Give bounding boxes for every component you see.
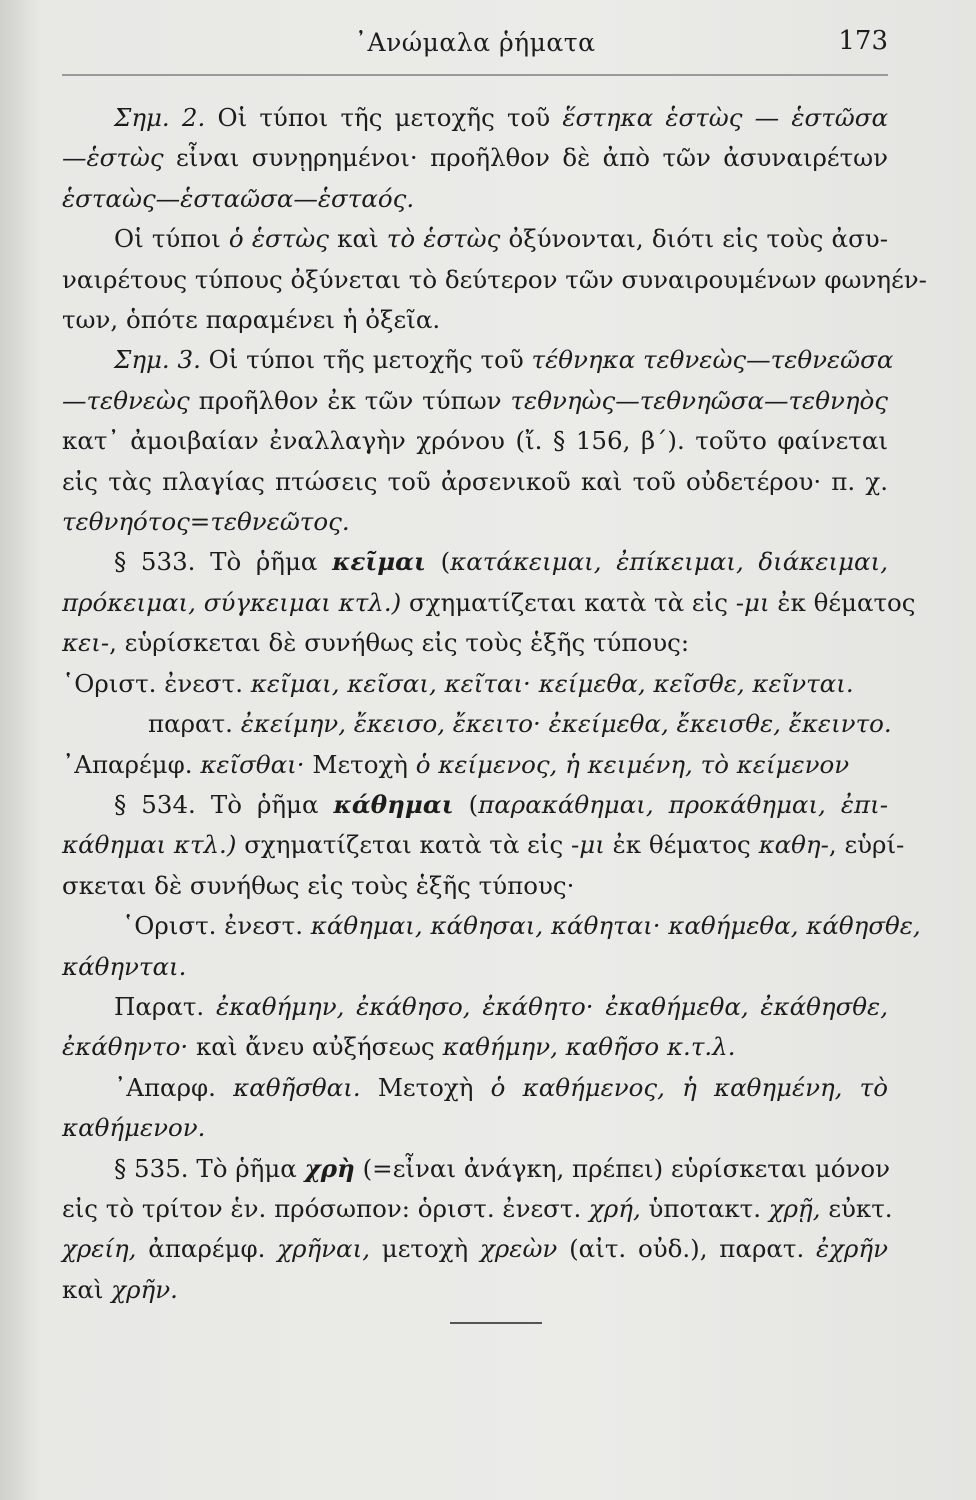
text-run: (: [453, 789, 479, 819]
text-line: [62, 98, 888, 138]
text-run: (: [425, 547, 451, 577]
text-run: ὁ κείμενος, ἡ κειμένη, τὸ κείμενον: [415, 749, 850, 779]
text-run: Σημ. 2.: [114, 103, 206, 132]
text-line: [62, 664, 888, 704]
text-run: μι: [579, 830, 605, 860]
text-run: μι: [744, 587, 770, 617]
text-run: εἶναι συνῃρημένοι· προῆλθον δὲ ἀπὸ τῶν ἀσυναιρέτων: [163, 143, 888, 173]
text-run: (=εἶναι ἀνάγκη, πρέπει) εὑρίσκεται μόνον: [354, 1153, 890, 1183]
text-run: καθήμην, καθῆσο κ.τ.λ.: [442, 1032, 736, 1062]
text-run: καθῆσθαι.: [233, 1072, 361, 1102]
header-rule: [62, 74, 888, 76]
text-run: ᾿Απαρφ.: [114, 1072, 234, 1102]
text-run: εἰς τὰς πλαγίας πτώσεις τοῦ ἀρσενικοῦ καὶ τοῦ οὐδετέρου· π. χ.: [62, 466, 888, 496]
text-line: [62, 987, 888, 1027]
text-line: [62, 866, 888, 906]
text-run: χρῆναι,: [277, 1234, 370, 1264]
text-run: παρακάθημαι, προκάθημαι, ἐπι-: [478, 789, 888, 819]
text-run: τὸ ἑστὼς: [386, 224, 501, 254]
text-body: [62, 98, 927, 1310]
running-head: ᾿Ανώμαλα ῥήματα: [354, 28, 596, 57]
page-header: [62, 22, 888, 62]
text-line: [62, 462, 888, 502]
text-run: κατ᾿ ἀμοιβαίαν ἐναλλαγὴν χρόνου (ἴ. § 156, β΄). τοῦτο φαίνεται: [62, 426, 888, 456]
text-run: ἀπαρέμφ.: [136, 1234, 278, 1264]
text-run: χρῇ,: [768, 1193, 821, 1223]
text-run: χρῆν.: [111, 1274, 178, 1304]
text-run: ὀξύνονται, διότι εἰς τοὺς ἀσυ-: [500, 224, 888, 254]
text-line: [62, 1189, 893, 1229]
text-run: § 535. Τὸ ῥῆμα: [114, 1153, 305, 1183]
text-run: Παρατ.: [114, 991, 216, 1021]
text-run: , εὑρίσκεται δὲ συνήθως εἰς τοὺς ἑξῆς τύπους:: [109, 628, 690, 658]
text-line: [62, 179, 888, 219]
page-number: 173: [838, 26, 888, 56]
text-line: [62, 825, 905, 865]
text-run: ῾Οριστ. ἐνεστ.: [122, 911, 311, 941]
text-run: παρατ.: [148, 709, 241, 739]
text-line: [62, 1068, 888, 1108]
text-run: καὶ ἄνευ αὐξήσεως: [188, 1032, 443, 1062]
text-run: Οἱ τύποι τῆς μετοχῆς τοῦ: [200, 345, 532, 375]
text-run: σχηματίζεται κατὰ τὰ εἰς -: [236, 830, 580, 860]
text-run: § 534. Τὸ ῥῆμα: [114, 789, 334, 819]
text-run: ᾿Απαρέμφ.: [62, 749, 201, 779]
text-run: ὑποτακτ.: [640, 1193, 769, 1223]
text-run: ἐκ θέματος: [769, 587, 916, 617]
text-run: ναιρέτους τύπους ὀξύνεται τὸ δεύτερον τῶν συναιρουμένων φωνηέν-: [62, 264, 927, 294]
text-run: ἐκαθήμην, ἐκάθησο, ἐκάθητο· ἐκαθήμεθα, ἐκάθησθε,: [215, 991, 888, 1021]
text-run: , εὑρί-: [828, 830, 905, 860]
text-run: ἐκ θέματος: [604, 830, 759, 860]
text-run: Οἱ τύποι τῆς μετοχῆς τοῦ: [205, 103, 563, 132]
text-run: προῆλθον ἐκ τῶν τύπων: [189, 385, 511, 415]
text-line: [62, 260, 927, 300]
text-run: ῾Οριστ. ἐνεστ.: [62, 668, 251, 698]
text-run: Σημ. 3.: [114, 345, 201, 375]
text-run: κάθημαι κτλ.): [62, 830, 237, 860]
text-line: [62, 1229, 888, 1269]
text-run: ὁ καθήμενος, ἡ καθημένη, τὸ: [490, 1072, 888, 1102]
text-run: κατάκειμαι, ἐπίκειμαι, διάκειμαι,: [450, 547, 888, 577]
text-run: των, ὁπότε παραμένει ἡ ὀξεῖα.: [62, 305, 441, 335]
text-run: κεῖσθαι·: [200, 749, 305, 779]
text-run: τέθνηκα τεθνεὼς—τεθνεῶσα: [531, 345, 894, 375]
text-run: Μετοχὴ: [360, 1072, 491, 1102]
text-run: καθήμενον.: [62, 1113, 206, 1143]
text-run: χρείη,: [62, 1234, 137, 1264]
text-run: —ἑστὼς: [62, 143, 164, 173]
text-line: [62, 947, 888, 987]
text-run: χρὴ: [304, 1153, 355, 1183]
text-run: Μετοχὴ: [304, 749, 416, 779]
text-line: [62, 138, 888, 178]
text-line: [62, 583, 916, 623]
text-run: κει-: [62, 628, 110, 658]
text-line: [62, 300, 888, 340]
text-run: σχηματίζεται κατὰ τὰ εἰς -: [401, 587, 745, 617]
text-run: τεθνηότος=τεθνεῶτος.: [62, 507, 350, 537]
text-line: [62, 1149, 888, 1189]
text-run: πρόκειμαι, σύγκειμαι κτλ.): [62, 587, 402, 617]
text-line: [62, 219, 888, 259]
text-run: κάθημαι: [333, 789, 454, 819]
text-run: ὁ ἑστὼς: [228, 224, 329, 254]
text-run: ἐχρῆν: [816, 1234, 888, 1264]
text-line: [62, 1027, 888, 1067]
text-run: καθη-: [758, 830, 829, 860]
text-run: σκεται δὲ συνήθως εἰς τοὺς ἑξῆς τύπους·: [62, 870, 575, 900]
text-line: [62, 623, 888, 663]
text-line: [62, 906, 921, 946]
text-run: χρεὼν: [480, 1234, 558, 1264]
text-run: μετοχὴ: [370, 1234, 481, 1264]
text-run: κεῖμαι, κεῖσαι, κεῖται· κείμεθα, κεῖσθε, κεῖνται.: [250, 668, 854, 698]
text-run: Οἱ τύποι: [114, 224, 229, 254]
text-line: [62, 502, 888, 542]
text-line: [62, 1108, 888, 1148]
text-run: κάθημαι, κάθησαι, κάθηται· καθήμεθα, κάθησθε,: [310, 911, 921, 941]
text-run: ἑσταὼς—ἑσταῶσα—ἑσταός.: [62, 183, 415, 213]
text-line: [62, 745, 888, 785]
text-run: καὶ: [62, 1274, 112, 1304]
text-run: ἐκείμην, ἔκεισο, ἔκειτο· ἐκείμεθα, ἔκεισθε, ἔκειντο.: [240, 709, 892, 739]
text-run: εὐκτ.: [820, 1193, 893, 1223]
end-rule: [450, 1322, 542, 1324]
text-run: (αἰτ. οὐδ.), παρατ.: [557, 1234, 817, 1264]
text-run: κάθηνται.: [62, 951, 187, 981]
text-line: [62, 542, 888, 582]
text-line: [62, 785, 888, 825]
text-line: [62, 421, 888, 461]
text-line: [62, 704, 892, 744]
text-run: καὶ: [328, 224, 387, 254]
text-line: [62, 1270, 888, 1310]
text-run: κεῖμαι: [332, 547, 426, 577]
text-run: § 533. Τὸ ῥῆμα: [114, 547, 333, 577]
text-run: —τεθνεὼς: [62, 385, 190, 415]
text-line: [62, 340, 894, 380]
text-run: ἐκάθηντο·: [62, 1032, 189, 1062]
text-run: ἕστηκα ἑστὼς — ἑστῶσα: [562, 103, 889, 132]
text-run: εἰς τὸ τρίτον ἑν. πρόσωπον: ὁριστ. ἐνεστ.: [62, 1193, 590, 1223]
text-line: [62, 381, 888, 421]
text-run: τεθνηὼς—τεθνηῶσα—τεθνηὸς: [510, 385, 888, 415]
text-run: χρή,: [589, 1193, 641, 1223]
